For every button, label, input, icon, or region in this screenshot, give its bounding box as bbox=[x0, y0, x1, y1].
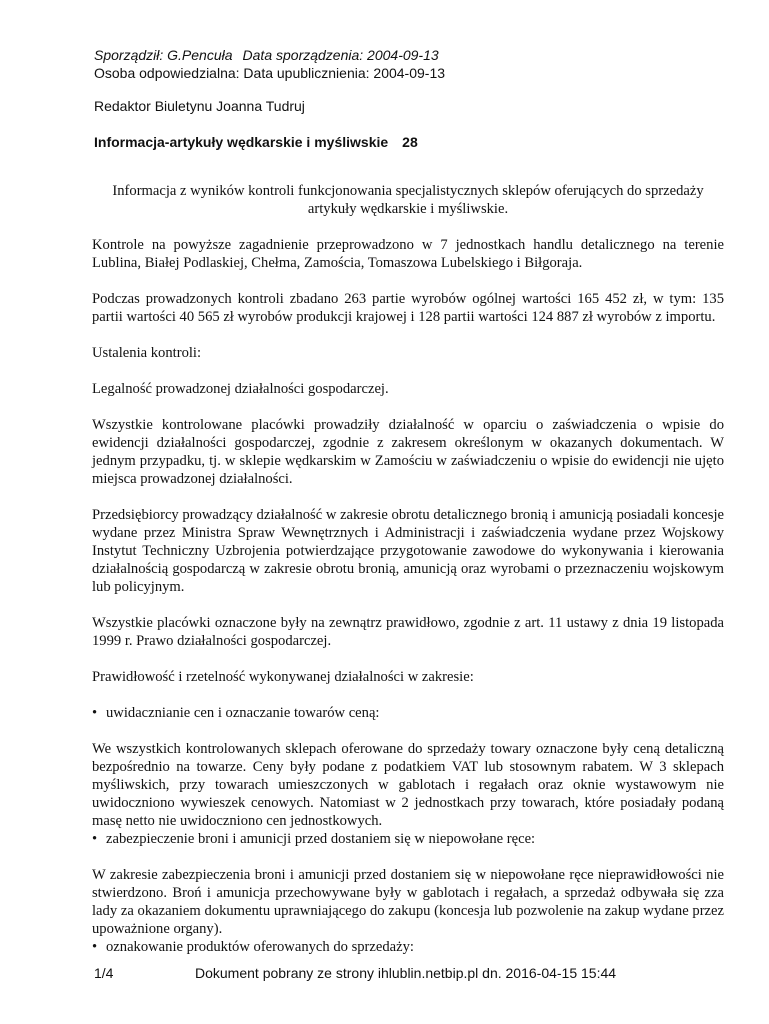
paragraph-legality-heading: Legalność prowadzonej działalności gospodarczej. bbox=[92, 381, 389, 397]
paragraph-findings-label: Ustalenia kontroli: bbox=[92, 345, 202, 361]
prepared-info bbox=[94, 46, 439, 64]
list-item-detail: We wszystkich kontrolowanych sklepach oferowane do sprzedaży towary oznaczone były ceną detaliczną bezpośrednio na towarze. Ceny były podane z podatkiem VAT lub stosownym rabatem. W 3 sklepach myśliwskich, przy towarach umieszczonych w gablotach i regałach oraz oknie wystawowym nie uwidoczniono wywieszek cenowych. Natomiast w 2 jednostkach przy towarach, które posiadały podaną masę netto nie uwidoczniono cen jednostkowych. bbox=[92, 741, 724, 829]
bullet-marker: • bbox=[92, 705, 98, 721]
list-item bbox=[92, 704, 724, 722]
list-item-detail: W zakresie zabezpieczenia broni i amunicji przed dostaniem się w niepowołane ręce nieprawidłowości nie stwierdzono. Broń i amunicja przechowywane były w gablotach i regałach, a sprzedaż odbywała się zza lady za okazaniem dokumentu uprawniającego do zakupu (koncesja lub pozwolenie na zakup wydane przez upoważnione organy). bbox=[92, 867, 724, 937]
paragraph-registration: Wszystkie kontrolowane placówki prowadziły działalność w oparciu o zaświadczenia o wpisie do ewidencji działalności gospodarczej, zgodnie z zakresem określonym w okazanych dokumentach. W jednym przypadku, tj. w sklepie wędkarskim w Zamościu w zaświadczeniu o wpisie do ewidencji nie ujęto miejsca prowadzonej działalności. bbox=[92, 417, 725, 487]
list-item bbox=[92, 830, 724, 848]
bullet-marker: • bbox=[92, 831, 98, 847]
list-item-label: uwidacznianie cen i oznaczanie towarów ceną: bbox=[106, 705, 380, 721]
document-heading bbox=[94, 133, 418, 151]
paragraph-scope: Kontrole na powyższe zagadnienie przeprowadzono w 7 jednostkach handlu detalicznego na terenie Lublina, Białej Podlaskiej, Chełma, Zamościa, Tomaszowa Lubelskiego i Biłgoraja. bbox=[92, 237, 724, 271]
paragraph-licenses: Przedsiębiorcy prowadzący działalność w zakresie obrotu detalicznego bronią i amunicją posiadali koncesje wydane przez Ministra Spraw Wewnętrznych i Administracji i zaświadczenia wydane przez Wojskowy Instytut Techniczny Uzbrojenia potwierdzające przygotowanie zawodowe do wykonywania i kierowania działalnością gospodarczą w zakresie obrotu bronią, amunicją oraz wyrobami o przeznaczeniu wojskowym lub policyjnym. bbox=[92, 507, 724, 595]
prepared-date: Data sporządzenia: 2004-09-13 bbox=[242, 47, 439, 63]
paragraph-signage: Wszystkie placówki oznaczone były na zewnątrz prawidłowo, zgodnie z art. 11 ustawy z dnia 19 listopada 1999 r. Prawo działalności gospodarczej. bbox=[92, 615, 724, 649]
download-note: Dokument pobrany ze strony ihlublin.netbip.pl dn. 2016-04-15 15:44 bbox=[195, 965, 617, 981]
prepared-by: Sporządził: G.Pencuła bbox=[94, 47, 233, 63]
paragraph-values: Podczas prowadzonych kontroli zbadano 263 partie wyrobów ogólnej wartości 165 452 zł, w tym: 135 partii wartości 40 565 zł wyrobów produkcji krajowej i 128 partii wartości 124 887 zł wyrobów z importu. bbox=[92, 291, 724, 325]
list-item-label: zabezpieczenie broni i amunicji przed dostaniem się w niepowołane ręce: bbox=[106, 831, 536, 847]
heading-number: 28 bbox=[402, 134, 418, 150]
publication-info: Osoba odpowiedzialna: Data upublicznienia: 2004-09-13 bbox=[94, 65, 446, 81]
intro-title: Informacja z wyników kontroli funkcjonowania specjalistycznych sklepów oferujących do sprzedaży artykuły wędkarskie i myśliwskie. bbox=[112, 183, 704, 217]
list-item bbox=[92, 938, 724, 956]
paragraph-correctness-heading: Prawidłowość i rzetelność wykonywanej działalności w zakresie: bbox=[92, 669, 474, 685]
bullet-marker: • bbox=[92, 939, 98, 955]
page-number: 1/4 bbox=[94, 965, 114, 981]
editor-line: Redaktor Biuletynu Joanna Tudruj bbox=[94, 98, 305, 114]
heading-title: Informacja-artykuły wędkarskie i myśliwskie bbox=[94, 134, 389, 150]
list-item-label: oznakowanie produktów oferowanych do sprzedaży: bbox=[106, 939, 414, 955]
document-body bbox=[92, 182, 724, 956]
